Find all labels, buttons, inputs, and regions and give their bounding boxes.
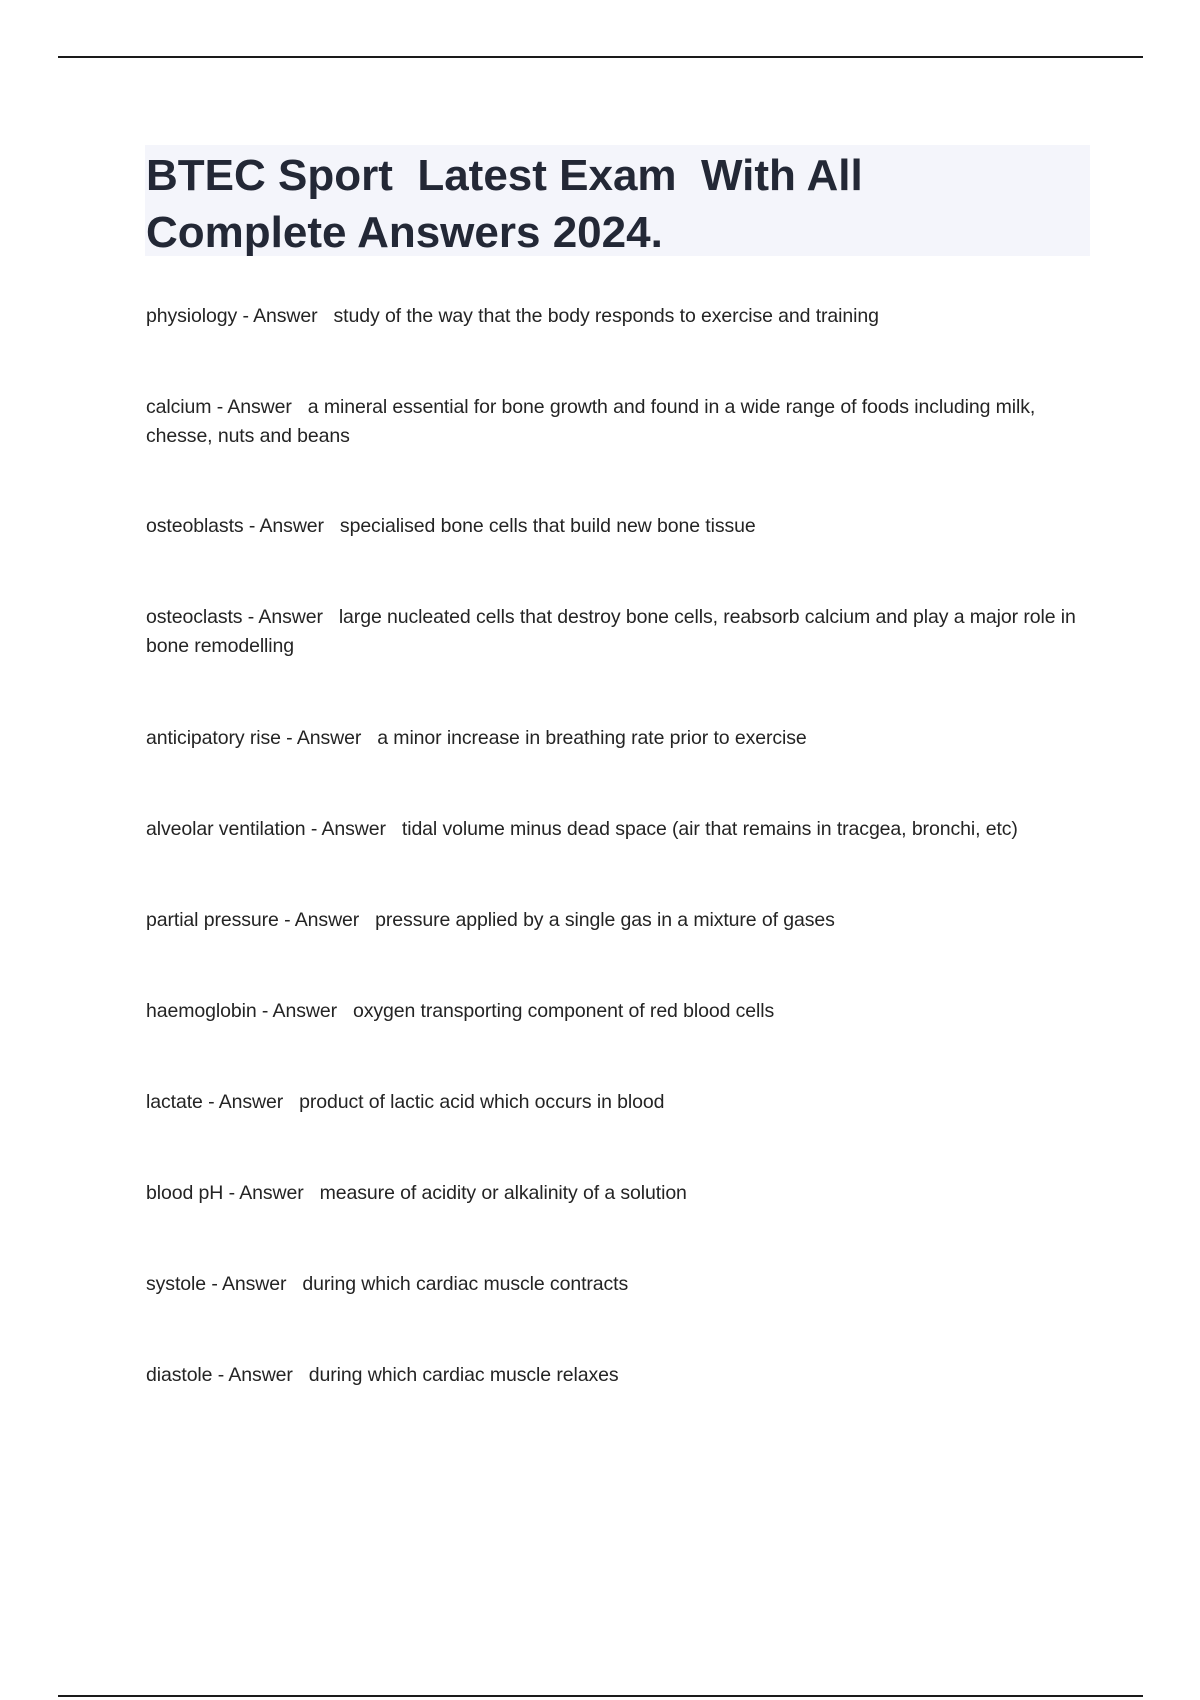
entry-term: partial pressure [146, 909, 279, 931]
entry-gap [293, 1364, 309, 1386]
entry-gap [337, 1000, 353, 1022]
entry-term: systole [146, 1273, 206, 1295]
entry-gap [386, 818, 402, 840]
entry-separator: - [223, 1182, 240, 1204]
entry-separator: - [278, 909, 295, 931]
list-item [146, 393, 1096, 451]
entry-term: anticipatory rise [146, 727, 281, 749]
entry-gap [318, 305, 334, 327]
answer-label: Answer [239, 1182, 304, 1204]
answer-label: Answer [321, 818, 386, 840]
list-item [146, 815, 1096, 844]
top-rule [58, 56, 1143, 58]
entry-definition: measure of acidity or alkalinity of a solution [319, 1182, 687, 1204]
answer-label: Answer [272, 1000, 337, 1022]
answer-label: Answer [221, 1273, 287, 1295]
entry-definition: oxygen transporting component of red blood cells [352, 1000, 775, 1022]
entry-term: alveolar ventilation [146, 818, 306, 840]
entry-gap [283, 1091, 299, 1113]
entry-term: diastole [146, 1364, 213, 1386]
entry-gap [359, 909, 375, 931]
answer-label: Answer [259, 515, 324, 537]
entry-term: blood pH [146, 1182, 224, 1204]
entry-gap [304, 1182, 320, 1204]
answer-label: Answer [296, 727, 362, 749]
document-title: BTEC Sport Latest Exam With All Complete Answers 2024. [146, 151, 875, 257]
entry-gap [324, 515, 340, 537]
entry-definition: product of lactic acid which occurs in blood [299, 1091, 665, 1113]
entry-gap [292, 396, 308, 418]
entry-definition: tidal volume minus dead space (air that remains in tracgea, bronchi, etc) [401, 818, 1018, 840]
entry-definition: large nucleated cells that destroy bone cells, reabsorb calcium and play a major role in bone remodelling [146, 606, 1076, 657]
answer-label: Answer [227, 396, 292, 418]
entry-term: osteoclasts [146, 606, 243, 628]
list-item [146, 997, 1096, 1026]
entry-term: lactate [146, 1091, 203, 1113]
entry-separator: - [237, 305, 254, 327]
entry-gap [286, 1273, 302, 1295]
entry-separator: - [211, 396, 228, 418]
answer-label: Answer [218, 1091, 284, 1113]
entry-definition: study of the way that the body responds to exercise and training [333, 305, 879, 327]
entry-definition: pressure applied by a single gas in a mixture of gases [375, 909, 835, 931]
list-item [146, 1361, 1096, 1390]
entry-gap [323, 606, 339, 628]
entry-separator: - [280, 727, 297, 749]
entry-term: osteoblasts [146, 515, 244, 537]
list-item [146, 906, 1096, 935]
list-item [146, 1179, 1096, 1208]
entry-separator: - [212, 1364, 229, 1386]
entry-separator: - [256, 1000, 273, 1022]
bottom-rule [58, 1695, 1143, 1697]
entry-separator: - [243, 515, 260, 537]
entry-definition: a minor increase in breathing rate prior to exercise [377, 727, 807, 749]
entry-separator: - [202, 1091, 219, 1113]
entry-definition: a mineral essential for bone growth and found in a wide range of foods including milk, chesse, nuts and beans [146, 396, 1036, 447]
list-item [146, 302, 1096, 331]
entry-definition: during which cardiac muscle relaxes [308, 1364, 619, 1386]
list-item [146, 1270, 1096, 1299]
entry-separator: - [242, 606, 259, 628]
entry-separator: - [305, 818, 322, 840]
answer-label: Answer [228, 1364, 293, 1386]
answer-label: Answer [253, 305, 318, 327]
answer-label: Answer [258, 606, 323, 628]
entry-gap [361, 727, 377, 749]
entry-definition: specialised bone cells that build new bone tissue [339, 515, 756, 537]
entry-term: calcium [146, 396, 212, 418]
entry-term: haemoglobin [146, 1000, 257, 1022]
list-item [146, 724, 1096, 753]
list-item [146, 1088, 1096, 1117]
list-item [146, 603, 1096, 661]
answer-label: Answer [294, 909, 360, 931]
entry-definition: during which cardiac muscle contracts [302, 1273, 629, 1295]
list-item [146, 512, 1096, 541]
entry-term: physiology [146, 305, 238, 327]
entry-separator: - [206, 1273, 222, 1295]
